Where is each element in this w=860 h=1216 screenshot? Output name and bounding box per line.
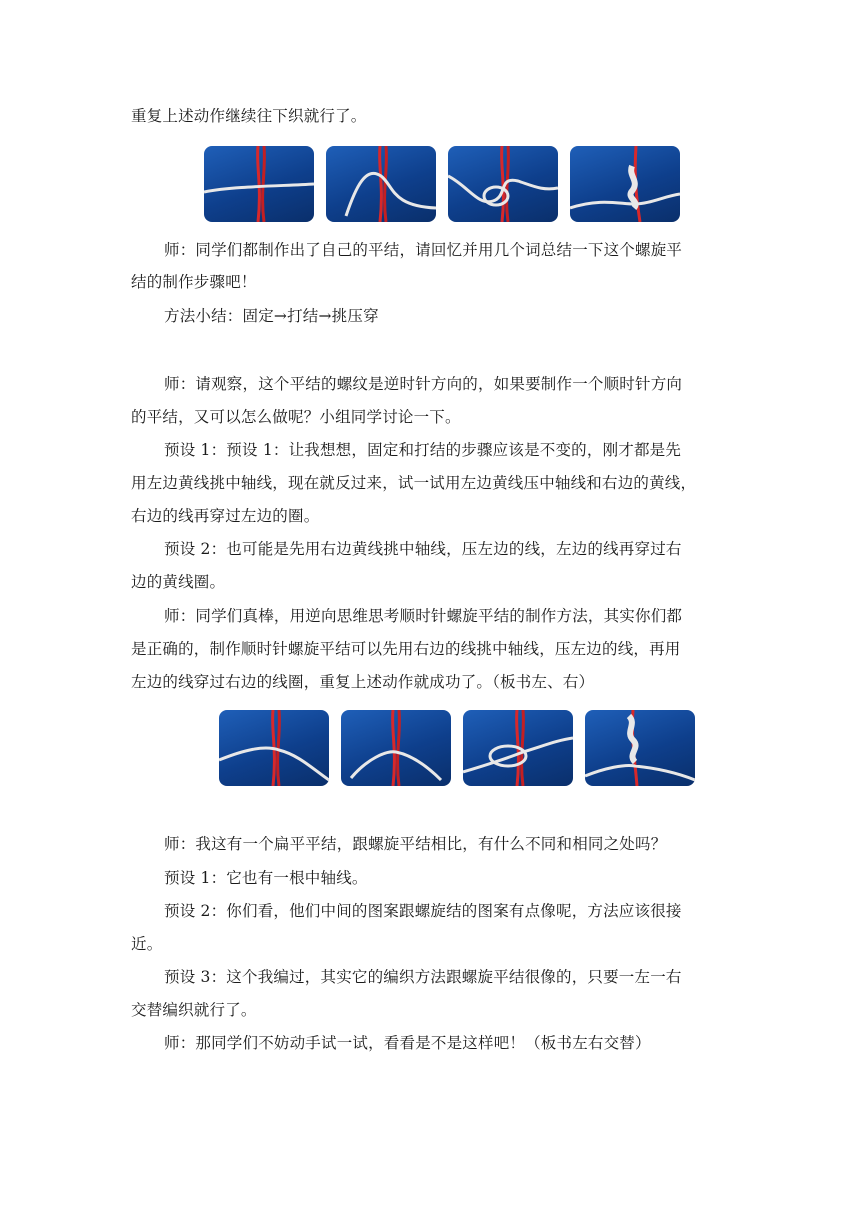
paragraph-line: 预设 2：你们看，他们中间的图案跟螺旋结的图案有点像呢，方法应该很接 bbox=[164, 902, 682, 920]
knot-step-photo bbox=[570, 146, 680, 222]
paragraph-line: 师：那同学们不妨动手试一试，看看是不是这样吧！（板书左右交替） bbox=[164, 1034, 651, 1052]
paragraph-line: 近。 bbox=[131, 935, 163, 953]
knot-step-photo bbox=[341, 710, 451, 786]
paragraph-line: 预设 1：它也有一根中轴线。 bbox=[164, 869, 368, 887]
paragraph-line: 的平结，又可以怎么做呢？小组同学讨论一下。 bbox=[131, 408, 461, 426]
paragraph-line: 用左边黄线挑中轴线，现在就反过来，试一试用左边黄线压中轴线和右边的黄线， bbox=[131, 474, 697, 492]
knot-step-photo bbox=[204, 146, 314, 222]
knot-step-photo bbox=[219, 710, 329, 786]
paragraph-line: 边的黄线圈。 bbox=[131, 573, 226, 591]
paragraph-line: 右边的线再穿过左边的圈。 bbox=[131, 507, 320, 525]
paragraph-line: 重复上述动作继续往下织就行了。 bbox=[131, 107, 367, 125]
knot-step-photo bbox=[463, 710, 573, 786]
paragraph-line: 师：请观察，这个平结的螺纹是逆时针方向的，如果要制作一个顺时针方向 bbox=[164, 375, 683, 393]
photo-row-clockwise bbox=[219, 710, 695, 786]
knot-step-photo bbox=[585, 710, 695, 786]
paragraph-line: 左边的线穿过右边的线圈，重复上述动作就成功了。（板书左、右） bbox=[131, 673, 595, 691]
paragraph-line: 师：同学们都制作出了自己的平结，请回忆并用几个词总结一下这个螺旋平 bbox=[164, 241, 683, 259]
paragraph-line: 预设 2：也可能是先用右边黄线挑中轴线，压左边的线，左边的线再穿过右 bbox=[164, 540, 682, 558]
paragraph-line: 交替编织就行了。 bbox=[131, 1001, 257, 1019]
photo-row-counterclockwise bbox=[204, 146, 680, 222]
knot-step-photo bbox=[326, 146, 436, 222]
paragraph-line: 方法小结：固定→打结→挑压穿 bbox=[164, 307, 379, 325]
paragraph-line: 结的制作步骤吧！ bbox=[131, 273, 257, 291]
paragraph-line: 预设 3：这个我编过，其实它的编织方法跟螺旋平结很像的，只要一左一右 bbox=[164, 968, 682, 986]
paragraph-line: 是正确的，制作顺时针螺旋平结可以先用右边的线挑中轴线，压左边的线，再用 bbox=[131, 640, 681, 658]
knot-step-photo bbox=[448, 146, 558, 222]
paragraph-line: 师：同学们真棒，用逆向思维思考顺时针螺旋平结的制作方法，其实你们都 bbox=[164, 607, 683, 625]
paragraph-line: 预设 1：预设 1：让我想想，固定和打结的步骤应该是不变的，刚才都是先 bbox=[164, 441, 682, 459]
paragraph-line: 师：我这有一个扁平平结，跟螺旋平结相比，有什么不同和相同之处吗？ bbox=[164, 835, 667, 853]
